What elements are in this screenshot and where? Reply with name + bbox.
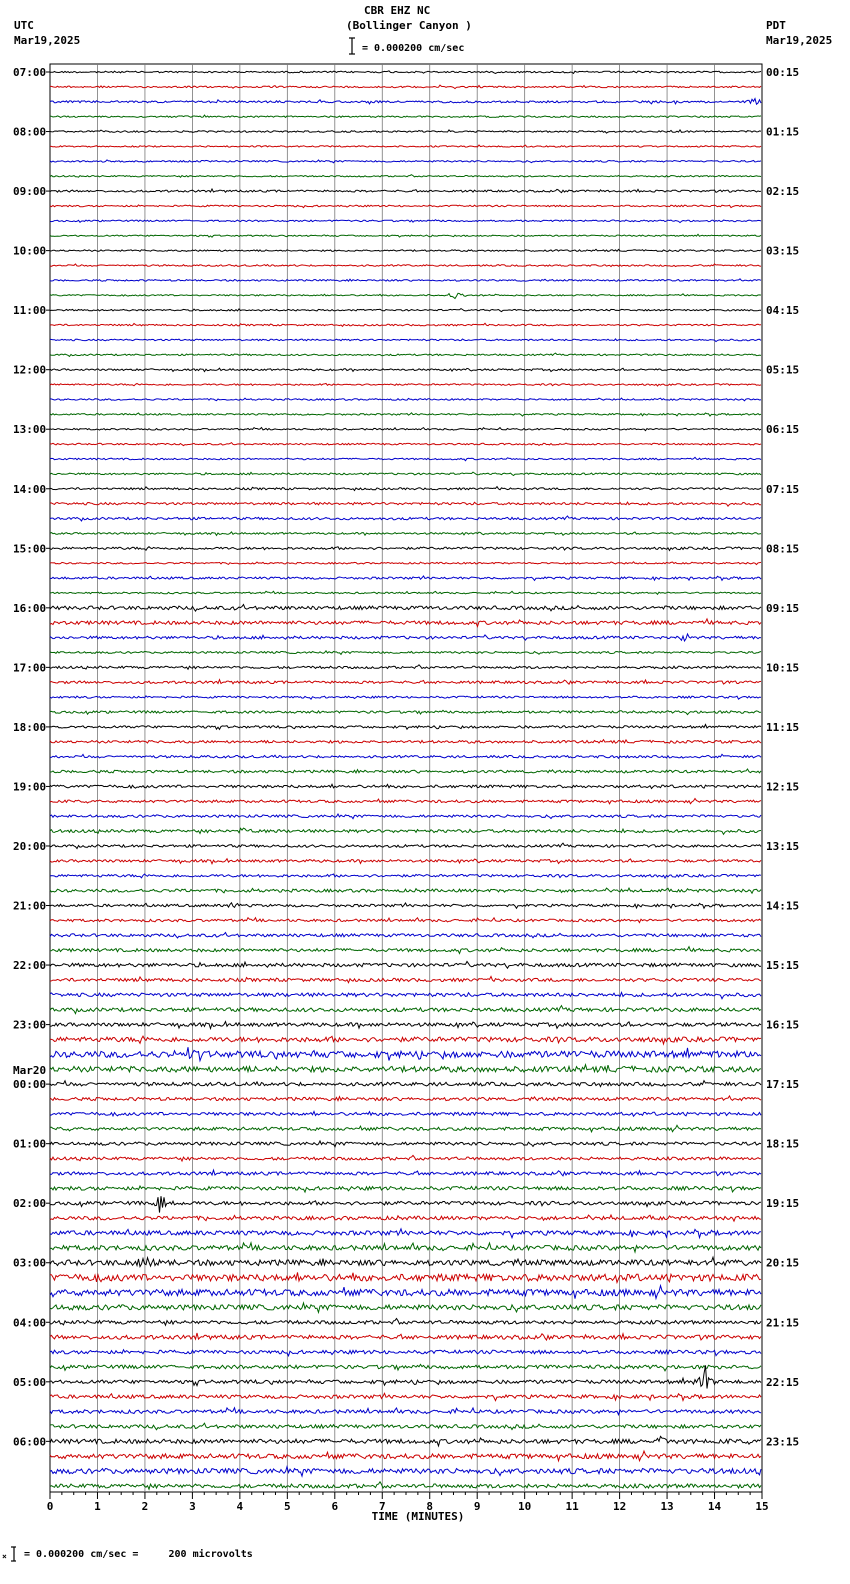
- utc-hour-label: 03:00: [13, 1256, 47, 1270]
- seismic-trace: [50, 740, 761, 743]
- pdt-hour-label: 01:15: [766, 125, 800, 139]
- pdt-hour-label: 23:15: [766, 1435, 800, 1449]
- seismic-trace: [50, 710, 761, 714]
- pdt-hour-label: 08:15: [766, 542, 800, 556]
- seismic-trace: [50, 205, 761, 208]
- seismic-trace: [50, 1022, 761, 1029]
- scale-value: = 0.000200 cm/sec: [362, 43, 465, 54]
- seismic-trace: [50, 502, 761, 506]
- seismic-trace: [50, 651, 761, 655]
- seismic-trace: [50, 828, 761, 834]
- x-tick-label: 1: [94, 1500, 101, 1513]
- utc-hour-label: 00:00: [13, 1078, 47, 1092]
- seismic-trace: [50, 1364, 761, 1370]
- seismic-trace: [50, 605, 761, 612]
- seismic-trace: [50, 1006, 761, 1014]
- x-tick-label: 0: [46, 1500, 54, 1513]
- x-tick-label: 13: [660, 1500, 674, 1513]
- seismic-trace: [50, 516, 761, 521]
- x-tick-label: 15: [755, 1500, 769, 1513]
- x-tick-label: 14: [707, 1500, 722, 1513]
- x-tick-label: 10: [518, 1500, 532, 1513]
- pdt-hour-label: 22:15: [766, 1375, 800, 1389]
- seismic-trace: [50, 368, 761, 371]
- seismic-trace: [50, 547, 761, 551]
- x-tick-label: 8: [426, 1500, 434, 1513]
- right-timezone: PDT: [766, 19, 786, 32]
- seismic-trace: [50, 1467, 761, 1476]
- x-tick-label: 3: [189, 1500, 196, 1513]
- seismic-trace: [50, 680, 761, 685]
- utc-hour-label: 04:00: [13, 1316, 47, 1330]
- seismic-trace: [50, 339, 761, 342]
- seismic-trace: [50, 1303, 761, 1312]
- seismic-trace: [50, 1423, 761, 1430]
- pdt-hour-label: 06:15: [766, 423, 800, 437]
- right-date: Mar19,2025: [766, 34, 833, 47]
- x-tick-label: 2: [141, 1500, 149, 1513]
- seismic-trace: [50, 384, 761, 387]
- left-date: Mar19,2025: [14, 34, 81, 47]
- seismic-trace: [50, 1186, 761, 1192]
- seismic-trace: [50, 591, 761, 594]
- seismic-trace: [50, 874, 761, 878]
- seismic-trace: [50, 413, 761, 416]
- pdt-hour-label: 12:15: [766, 780, 800, 794]
- pdt-hour-label: 03:15: [766, 244, 800, 258]
- seismic-trace: [50, 220, 761, 223]
- seismic-trace: [50, 903, 761, 909]
- utc-hour-label: 21:00: [13, 899, 47, 913]
- footer-scale-note: = 0.000200 cm/sec = 200 microvolts: [24, 1549, 253, 1560]
- utc-hour-label: 07:00: [13, 66, 47, 79]
- seismic-trace: [50, 1319, 761, 1326]
- utc-hour-label: 12:00: [13, 363, 47, 377]
- utc-hour-label: 14:00: [13, 482, 47, 496]
- utc-hour-label: 13:00: [13, 423, 47, 437]
- seismic-trace: [50, 784, 761, 788]
- seismic-trace: [50, 843, 761, 848]
- seismic-trace: [50, 1047, 761, 1061]
- seismic-trace: [50, 309, 761, 312]
- seismic-trace: [50, 1333, 761, 1340]
- seismic-trace: [50, 234, 761, 237]
- seismic-trace: [50, 145, 761, 147]
- station-location: (Bollinger Canyon ): [346, 19, 472, 32]
- seismic-trace: [50, 1393, 761, 1400]
- seismic-trace: [50, 696, 761, 699]
- svg-text:×: ×: [2, 1552, 7, 1561]
- seismic-trace: [50, 1272, 761, 1282]
- seismic-trace: [50, 1065, 761, 1072]
- seismic-trace: [50, 1482, 761, 1489]
- seismic-trace: [50, 619, 761, 627]
- utc-hour-label: 23:00: [13, 1018, 47, 1032]
- seismic-trace: [50, 634, 761, 641]
- seismic-trace: [50, 130, 761, 133]
- seismic-trace: [50, 1408, 761, 1415]
- seismic-trace: [50, 99, 761, 105]
- pdt-hour-label: 19:15: [766, 1197, 800, 1211]
- pdt-hour-label: 13:15: [766, 840, 800, 853]
- seismic-trace: [50, 1436, 761, 1446]
- utc-hour-label: 17:00: [13, 661, 47, 675]
- seismic-trace: [50, 1365, 761, 1388]
- seismic-trace: [50, 428, 761, 431]
- seismic-trace: [50, 443, 761, 446]
- pdt-hour-label: 20:15: [766, 1256, 800, 1270]
- seismic-trace: [50, 665, 761, 670]
- seismic-trace: [50, 799, 761, 804]
- seismic-trace: [50, 1125, 761, 1132]
- seismic-trace: [50, 1096, 761, 1101]
- x-axis-label: TIME (MINUTES): [371, 1510, 465, 1523]
- seismic-trace: [50, 1350, 761, 1356]
- seismic-trace: [50, 323, 761, 326]
- seismic-trace: [50, 1036, 761, 1044]
- pdt-hour-label: 16:15: [766, 1018, 800, 1032]
- seismic-trace: [50, 918, 761, 923]
- seismic-trace: [50, 279, 761, 281]
- seismic-trace: [50, 472, 761, 475]
- seismic-trace: [50, 576, 761, 580]
- pdt-hour-label: 09:15: [766, 601, 800, 615]
- seismic-trace: [50, 1451, 761, 1461]
- seismic-trace: [50, 189, 761, 193]
- footer-scale-icon: [2, 1546, 16, 1564]
- utc-hour-label: 18:00: [13, 720, 47, 734]
- seismic-trace: [50, 175, 761, 178]
- utc-hour-label: 11:00: [13, 304, 47, 318]
- seismic-trace: [50, 1141, 761, 1147]
- seismic-trace: [50, 457, 761, 460]
- seismic-trace: [50, 962, 761, 969]
- seismic-trace: [50, 933, 761, 939]
- pdt-hour-label: 02:15: [766, 185, 800, 199]
- seismic-trace: [50, 769, 761, 773]
- seismic-trace: [50, 1155, 761, 1161]
- seismic-trace: [50, 1081, 761, 1087]
- pdt-hour-label: 05:15: [766, 363, 800, 377]
- seismic-trace: [50, 264, 761, 267]
- pdt-hour-label: 18:15: [766, 1137, 800, 1151]
- date-change-label: Mar20: [13, 1064, 47, 1078]
- seismic-trace: [50, 562, 761, 565]
- seismic-trace: [50, 398, 761, 401]
- seismic-trace: [50, 992, 761, 998]
- seismic-trace: [50, 754, 761, 758]
- seismic-trace: [50, 859, 761, 864]
- utc-hour-label: 02:00: [13, 1197, 47, 1211]
- seismic-trace: [50, 115, 761, 117]
- pdt-hour-label: 00:15: [766, 66, 800, 79]
- pdt-hour-label: 10:15: [766, 661, 800, 675]
- seismic-trace: [50, 814, 761, 819]
- seismic-trace: [50, 249, 761, 251]
- seismic-trace: [50, 1257, 761, 1266]
- seismic-trace: [50, 71, 761, 74]
- x-tick-label: 11: [565, 1500, 579, 1513]
- utc-hour-label: 05:00: [13, 1375, 47, 1389]
- pdt-hour-label: 21:15: [766, 1316, 800, 1330]
- seismic-trace: [50, 1286, 761, 1299]
- utc-hour-label: 10:00: [13, 244, 47, 258]
- utc-hour-label: 16:00: [13, 601, 47, 615]
- pdt-hour-label: 14:15: [766, 899, 800, 913]
- pdt-hour-label: 11:15: [766, 720, 800, 734]
- left-timezone: UTC: [14, 19, 34, 32]
- seismic-trace: [50, 293, 761, 298]
- station-title: CBR EHZ NC: [364, 4, 431, 17]
- seismic-trace: [50, 947, 761, 954]
- x-tick-label: 5: [284, 1500, 291, 1513]
- seismic-trace: [50, 1215, 761, 1221]
- seismic-trace: [50, 1111, 761, 1116]
- seismic-trace: [50, 1170, 761, 1176]
- seismic-trace: [50, 353, 761, 356]
- seismic-trace: [50, 1229, 761, 1238]
- seismic-trace: [50, 532, 761, 536]
- pdt-hour-label: 07:15: [766, 482, 800, 496]
- x-tick-label: 12: [612, 1500, 627, 1513]
- x-tick-label: 4: [236, 1500, 244, 1513]
- utc-hour-label: 08:00: [13, 125, 47, 139]
- x-tick-label: 6: [331, 1500, 339, 1513]
- x-tick-label: 7: [378, 1500, 386, 1513]
- pdt-hour-label: 04:15: [766, 304, 800, 318]
- utc-hour-label: 22:00: [13, 959, 47, 973]
- utc-hour-label: 01:00: [13, 1137, 47, 1151]
- seismic-trace: [50, 977, 761, 983]
- seismic-trace: [50, 1243, 761, 1252]
- seismic-trace: [50, 1196, 761, 1212]
- seismic-trace: [50, 160, 761, 163]
- utc-hour-label: 20:00: [13, 840, 47, 853]
- seismic-trace: [50, 888, 761, 893]
- seismic-trace: [50, 487, 761, 491]
- seismic-trace: [50, 725, 761, 730]
- pdt-hour-label: 17:15: [766, 1078, 800, 1092]
- utc-hour-label: 19:00: [13, 780, 47, 794]
- seismic-trace: [50, 85, 761, 89]
- utc-hour-label: 15:00: [13, 542, 47, 556]
- x-tick-label: 9: [473, 1500, 481, 1513]
- utc-hour-label: 06:00: [13, 1435, 47, 1449]
- pdt-hour-label: 15:15: [766, 959, 800, 973]
- utc-hour-label: 09:00: [13, 185, 47, 199]
